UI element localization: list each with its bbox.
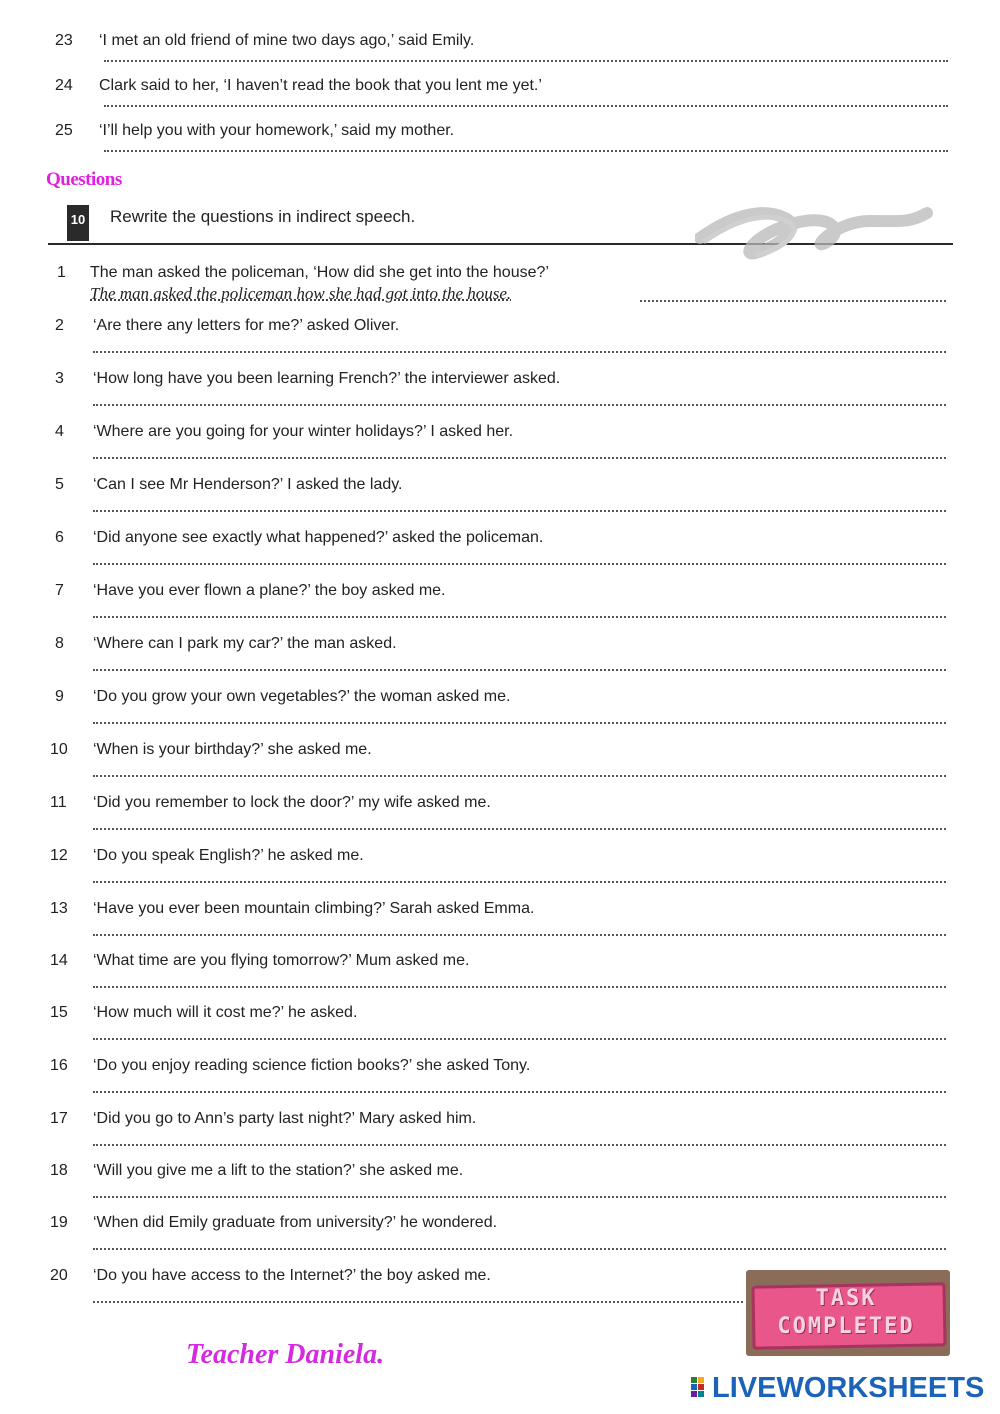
answer-field[interactable]: The man asked the policeman how she had got into the house. [90,284,512,303]
question-text: ‘Where can I park my car?’ the man asked. [93,635,397,652]
question-number: 14 [50,952,68,969]
answer-line[interactable] [93,722,946,724]
question-text: ‘Where are you going for your winter holidays?’ I asked her. [93,423,514,440]
question-19 [0,1212,1000,1262]
question-17 [0,1108,1000,1158]
question-number: 17 [50,1110,68,1127]
item-number: 23 [55,32,73,49]
item-25 [0,120,1000,170]
question-number: 4 [55,423,64,440]
question-text: ‘When did Emily graduate from university?’ he wondered. [93,1214,498,1231]
question-text: ‘Did you remember to lock the door?’ my wife asked me. [93,794,491,811]
question-text: ‘Do you grow your own vegetables?’ the woman asked me. [93,688,511,705]
exercise-instruction: Rewrite the questions in indirect speech. [110,207,416,226]
liveworksheets-logo-icon [691,1377,711,1399]
question-number: 5 [55,476,64,493]
question-text: ‘Are there any letters for me?’ asked Oliver. [93,317,400,334]
answer-line[interactable] [93,1248,946,1250]
answer-line[interactable] [640,300,946,302]
question-number: 16 [50,1057,68,1074]
question-number: 13 [50,900,68,917]
question-4 [0,421,1000,471]
item-number: 24 [55,77,73,94]
question-number: 18 [50,1162,68,1179]
question-1 [0,262,1000,312]
answer-line[interactable] [93,775,946,777]
item-23 [0,30,1000,80]
answer-line[interactable] [93,669,946,671]
question-9 [0,686,1000,736]
answer-line[interactable] [93,351,946,353]
answer-line[interactable] [104,60,948,62]
answer-line[interactable] [93,1091,946,1093]
answer-line[interactable] [93,934,946,936]
question-10 [0,739,1000,789]
question-text: ‘When is your birthday?’ she asked me. [93,741,372,758]
question-text: ‘Can I see Mr Henderson?’ I asked the lady. [93,476,403,493]
question-13 [0,898,1000,948]
answer-line[interactable] [93,404,946,406]
question-number: 2 [55,317,64,334]
question-number: 12 [50,847,68,864]
answer-line[interactable] [93,1196,946,1198]
question-5 [0,474,1000,524]
question-11 [0,792,1000,842]
answer-line[interactable] [93,1038,946,1040]
question-6 [0,527,1000,577]
exercise-number-badge: 10 [67,205,89,241]
question-8 [0,633,1000,683]
answer-line[interactable] [93,986,946,988]
question-14 [0,950,1000,1000]
item-text: Clark said to her, ‘I haven’t read the book that you lent me yet.’ [99,77,542,94]
question-text: ‘Do you have access to the Internet?’ the boy asked me. [93,1267,491,1284]
answer-line[interactable] [93,510,946,512]
question-text: ‘Do you speak English?’ he asked me. [93,847,364,864]
teacher-signature: Teacher Daniela. [186,1339,385,1370]
answer-line[interactable] [93,881,946,883]
question-text: ‘Will you give me a lift to the station?’ she asked me. [93,1162,464,1179]
item-24 [0,75,1000,125]
question-number: 9 [55,688,64,705]
question-text: ‘Have you ever been mountain climbing?’ Sarah asked Emma. [93,900,535,917]
question-7 [0,580,1000,630]
section-label: Questions [46,169,122,190]
question-text: ‘Do you enjoy reading science fiction books?’ she asked Tony. [93,1057,531,1074]
task-button-line1: TASK [815,1286,877,1311]
question-12 [0,845,1000,895]
item-number: 25 [55,122,73,139]
question-number: 19 [50,1214,68,1231]
answer-line[interactable] [93,1144,946,1146]
question-text: ‘How long have you been learning French?’ the interviewer asked. [93,370,561,387]
question-15 [0,1002,1000,1052]
question-number: 3 [55,370,64,387]
liveworksheets-brand: LIVEWORKSHEETS [712,1372,985,1404]
question-text: ‘How much will it cost me?’ he asked. [93,1004,358,1021]
question-3 [0,368,1000,418]
question-number: 15 [50,1004,68,1021]
question-text: ‘Have you ever flown a plane?’ the boy asked me. [93,582,446,599]
question-number: 10 [50,741,68,758]
answer-line[interactable] [93,563,946,565]
answer-line[interactable] [104,150,948,152]
question-number: 11 [50,794,67,811]
question-number: 8 [55,635,64,652]
answer-line[interactable] [104,105,948,107]
answer-line[interactable] [93,616,946,618]
answer-line[interactable] [93,828,946,830]
item-text: ‘I met an old friend of mine two days ago,’ said Emily. [99,32,475,49]
question-text: The man asked the policeman, ‘How did she get into the house?’ [90,264,549,281]
task-button-line2: COMPLETED [777,1314,915,1339]
question-number: 7 [55,582,64,599]
question-number: 20 [50,1267,68,1284]
question-text: ‘Did anyone see exactly what happened?’ asked the policeman. [93,529,544,546]
scribble-decoration [695,193,957,273]
question-text: ‘What time are you flying tomorrow?’ Mum asked me. [93,952,470,969]
task-completed-button[interactable] [746,1270,950,1356]
question-number: 6 [55,529,64,546]
item-text: ‘I’ll help you with your homework,’ said my mother. [99,122,455,139]
question-2 [0,315,1000,365]
answer-line[interactable] [93,1301,743,1303]
question-number: 1 [57,264,66,281]
question-text: ‘Did you go to Ann’s party last night?’ Mary asked him. [93,1110,477,1127]
question-16 [0,1055,1000,1105]
answer-line[interactable] [93,457,946,459]
question-18 [0,1160,1000,1210]
